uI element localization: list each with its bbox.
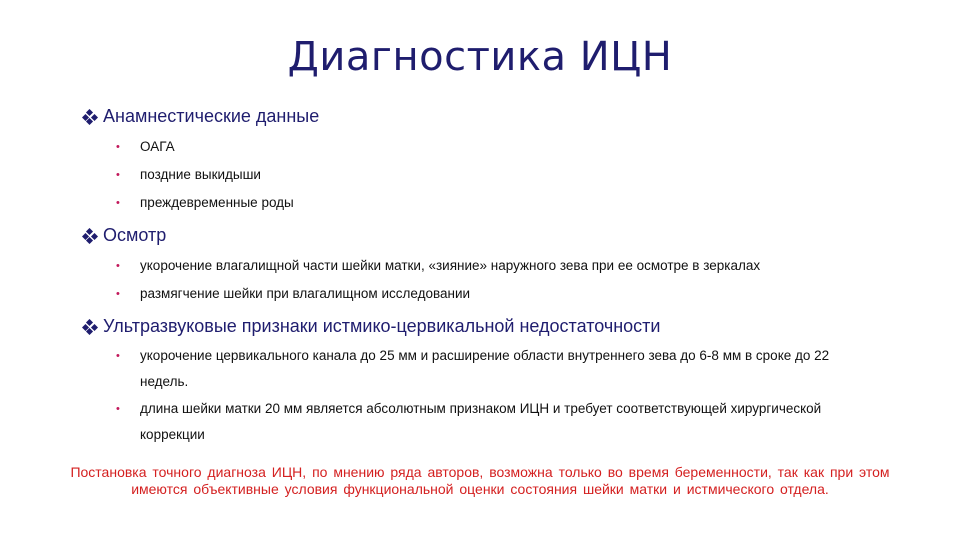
list-item: • укорочение влагалищной части шейки матки, «зияние» наружного зева при ее осмотре в зеркалах	[116, 253, 916, 279]
footnote-text: Постановка точного диагноза ИЦН, по мнению ряда авторов, возможна только во время беременности, так как при этом имеются объективные условия функциональной оценки состояния шейки матки и истмического отдела.	[70, 464, 890, 497]
section-heading-ultrasound	[82, 316, 660, 337]
dot-bullet-icon: •	[116, 288, 120, 300]
diamond-icon	[82, 228, 98, 244]
list-item: • размягчение шейки при влагалищном исследовании	[116, 281, 470, 307]
dot-bullet-icon: •	[116, 141, 120, 153]
list-item: • поздние выкидыши	[116, 162, 261, 188]
list-item: • преждевременные роды	[116, 190, 294, 216]
dot-bullet-icon: •	[116, 260, 120, 272]
dot-bullet-icon: •	[116, 197, 120, 209]
list-item: • длина шейки матки 20 мм является абсолютным признаком ИЦН и требует соответствующей хирургической коррекции	[116, 396, 876, 448]
dot-bullet-icon: •	[116, 403, 120, 415]
list-item: • укорочение цервикального канала до 25 мм и расширение области внутреннего зева до 6-8 мм в сроке до 22 недель.	[116, 343, 876, 395]
diamond-icon	[82, 319, 98, 335]
page-title: Диагностика ИЦН	[287, 34, 673, 80]
dot-bullet-icon: •	[116, 169, 120, 181]
dot-bullet-icon: •	[116, 350, 120, 362]
section-heading-label: Анамнестические данные	[103, 106, 320, 126]
section-heading-examination	[82, 225, 166, 246]
section-heading-anamnesis	[82, 106, 319, 127]
list-item: • ОАГА	[116, 134, 175, 160]
diamond-icon	[82, 109, 98, 125]
section-heading-label: Осмотр	[103, 225, 167, 245]
section-heading-label: Ультразвуковые признаки истмико-цервикальной недостаточности	[103, 316, 661, 336]
